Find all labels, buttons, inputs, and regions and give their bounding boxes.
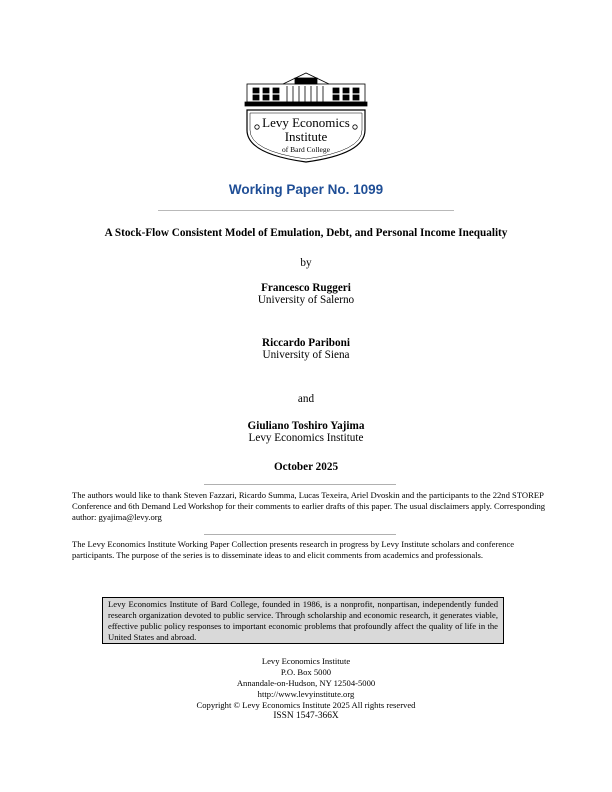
- author-block-2: [0, 337, 612, 361]
- author-name: Giuliano Toshiro Yajima: [247, 420, 365, 432]
- logo-line-2: Institute: [284, 129, 328, 144]
- contact-address: Annandale-on-Hudson, NY 12504-5000: [236, 677, 376, 688]
- publication-date: October 2025: [273, 461, 339, 473]
- author-block-3: [0, 420, 612, 444]
- paper-title: A Stock-Flow Consistent Model of Emulation, Debt, and Personal Income Inequality: [104, 227, 508, 239]
- and-label: and: [297, 393, 315, 405]
- acknowledgment-text: The authors would like to thank Steven Fazzari, Ricardo Summa, Lucas Texeira, Ariel Dvoskin and the participants to the 22nd STOREP Conference and 6th Demand Led Workshop for their comments to earlier drafts of this paper. The usual disclaimers apply. Corresponding author: gyajima@levy.org: [72, 490, 546, 522]
- author-affiliation: Levy Economics Institute: [248, 432, 364, 444]
- logo-line-1: Levy Economics: [262, 115, 350, 130]
- author-block-1: [0, 282, 612, 306]
- author-affiliation: University of Siena: [262, 349, 350, 361]
- institute-description-box: Levy Economics Institute of Bard College, founded in 1986, is a nonprofit, nonpartisan, independently funded research organization devoted to public service. Through scholarship and economic research, it generates viable, effective public policy responses to important economic problems that profoundly affect the quality of life in the United States and abroad.: [102, 597, 504, 644]
- copyright-line: Copyright © Levy Economics Institute 2025 All rights reserved: [196, 699, 416, 710]
- author-name: Riccardo Pariboni: [262, 337, 350, 349]
- contact-block: [0, 656, 612, 721]
- levy-institute-logo: [243, 70, 369, 166]
- series-description: The Levy Economics Institute Working Paper Collection presents research in progress by Levy Institute scholars and conference participants. The purpose of the series is to disseminate ideas to and elicit comments from academics and professionals.: [72, 539, 515, 560]
- contact-url[interactable]: http://www.levyinstitute.org: [257, 688, 355, 699]
- working-paper-number: Working Paper No. 1099: [228, 182, 384, 197]
- author-affiliation: University of Salerno: [257, 294, 355, 306]
- contact-name: Levy Economics Institute: [261, 656, 351, 666]
- author-name: Francesco Ruggeri: [261, 282, 351, 294]
- title-divider: [158, 210, 454, 211]
- by-label: by: [300, 257, 312, 269]
- contact-po-box: P.O. Box 5000: [280, 666, 332, 677]
- logo-line-3: of Bard College: [282, 145, 330, 154]
- divider: [204, 534, 396, 535]
- issn: ISSN 1547-366X: [273, 710, 339, 721]
- divider: [204, 484, 396, 485]
